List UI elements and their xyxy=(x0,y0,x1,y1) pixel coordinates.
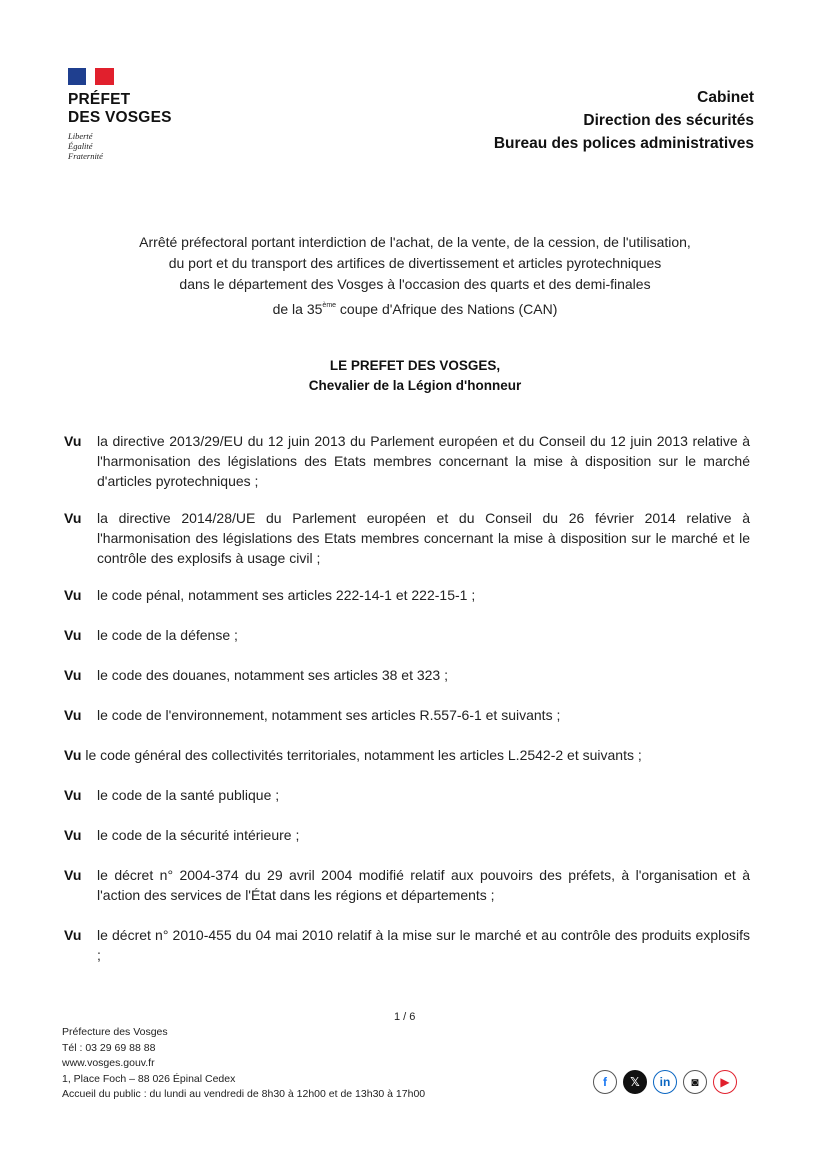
title-line-4: de la 35ème coupe d'Afrique des Nations (CAN) xyxy=(272,301,558,317)
motto-egalite: Égalité xyxy=(68,141,93,151)
x-twitter-icon[interactable]: 𝕏 xyxy=(623,1070,647,1094)
motto-liberte: Liberté xyxy=(68,131,93,141)
authority-title: LE PREFET DES VOSGES, xyxy=(329,358,501,373)
title-line-1: Arrêté préfectoral portant interdiction de l'achat, de la vente, de la cession, de l'utilisation, xyxy=(139,234,691,250)
authority-heading xyxy=(200,356,630,396)
consideration-item: Vu le code de l'environnement, notamment ses articles R.557-6-1 et suivants ; xyxy=(64,707,561,723)
consideration-item: Vu le décret n° 2010-455 du 04 mai 2010 relatif à la mise sur le marché et au contrôle des produits explosifs ; xyxy=(64,927,750,963)
linkedin-icon[interactable]: in xyxy=(653,1070,677,1094)
footer-name: Préfecture des Vosges xyxy=(62,1026,168,1038)
page-number: 1 / 6 xyxy=(394,1011,416,1023)
document-title xyxy=(80,232,750,320)
consideration-item: Vu le code de la santé publique ; xyxy=(64,787,280,803)
motto xyxy=(68,131,198,161)
footer-contact xyxy=(62,1025,425,1103)
service-bureau: Bureau des polices administratives xyxy=(493,135,754,152)
instagram-icon[interactable]: ◙ xyxy=(683,1070,707,1094)
prefecture-logo xyxy=(68,68,198,161)
title-line-3: dans le département des Vosges à l'occasion des quarts et des demi-finales xyxy=(179,276,651,292)
consideration-item: Vu le décret n° 2004-374 du 29 avril 2004 modifié relatif aux pouvoirs des préfets, à l'organisation et à l'action des services de l'État dans les régions et départements ; xyxy=(64,867,750,903)
consideration-item: Vu la directive 2014/28/UE du Parlement européen et du Conseil du 26 février 2014 relative à l'harmonisation des législations des Etats membres concernant la mise à disposition sur le marché et le contrôle des explosifs à usage civil ; xyxy=(64,510,750,566)
considerations-list xyxy=(64,431,750,965)
consideration-item: Vu le code pénal, notamment ses articles 222-14-1 et 222-15-1 ; xyxy=(64,587,476,603)
consideration-item: Vu le code de la sécurité intérieure ; xyxy=(64,827,300,843)
consideration-item: Vu le code de la défense ; xyxy=(64,627,238,643)
footer-hours: Accueil du public : du lundi au vendredi de 8h30 à 12h00 et de 13h30 à 17h00 xyxy=(62,1088,426,1100)
footer-address: 1, Place Foch – 88 026 Épinal Cedex xyxy=(62,1072,236,1085)
consideration-item: Vu le code des douanes, notamment ses articles 38 et 323 ; xyxy=(64,667,448,683)
consideration-item: Vu la directive 2013/29/EU du 12 juin 2013 du Parlement européen et du Conseil du 12 juin 2013 relative à l'harmonisation des législations des Etats membres concernant la mise à disposition sur le marché d'articles pyrotechniques ; xyxy=(64,433,750,489)
motto-fraternite: Fraternité xyxy=(68,151,103,161)
service-direction: Direction des sécurités xyxy=(583,112,754,129)
facebook-icon[interactable]: f xyxy=(593,1070,617,1094)
youtube-icon[interactable]: ▶ xyxy=(713,1070,737,1094)
authority-distinction: Chevalier de la Légion d'honneur xyxy=(308,378,522,393)
service-cabinet: Cabinet xyxy=(697,89,754,106)
service-header xyxy=(494,86,754,155)
footer-website-link[interactable]: www.vosges.gouv.fr xyxy=(62,1057,155,1069)
footer-phone: Tél : 03 29 69 88 88 xyxy=(62,1041,156,1054)
logo-line-2: DES VOSGES xyxy=(68,109,172,126)
marianne-flag-icon xyxy=(68,68,114,85)
title-line-2: du port et du transport des artifices de divertissement et articles pyrotechniques xyxy=(168,255,662,271)
consideration-item: Vu le code général des collectivités territoriales, notamment les articles L.2542-2 et suivants ; xyxy=(64,747,642,763)
social-links xyxy=(593,1070,737,1094)
logo-line-1: PRÉFET xyxy=(68,91,131,108)
